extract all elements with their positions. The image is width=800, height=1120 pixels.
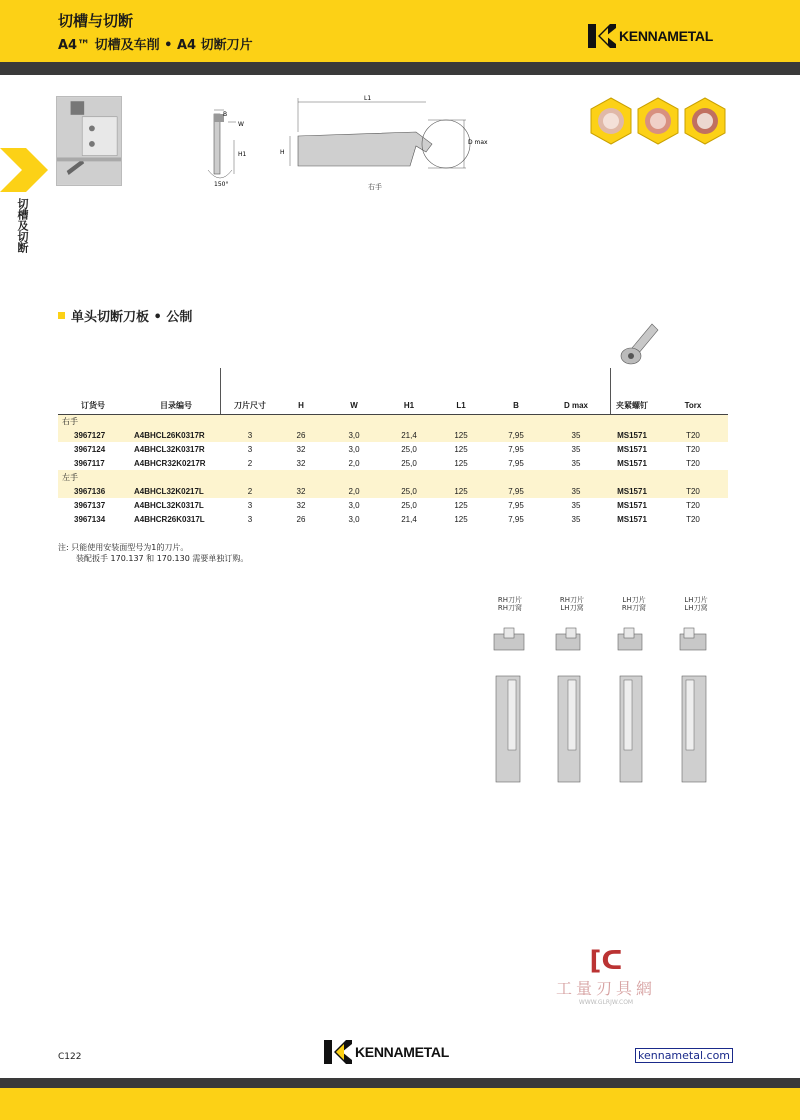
table-row	[58, 484, 728, 498]
cell-order-no: 3967137	[74, 500, 106, 510]
page-number: C122	[58, 1052, 82, 1062]
col-header-clamp-screw: 夹紧螺钉	[606, 398, 658, 414]
cell-h1: 21,4	[401, 514, 417, 524]
cell-clamp-screw: MS1571	[617, 458, 647, 468]
col-header-order-no: 订货号	[58, 398, 128, 414]
brand-logo-bottom	[324, 1040, 449, 1064]
group-row-left-hand	[58, 470, 728, 484]
config-drawings	[490, 620, 730, 790]
config-drawing	[494, 628, 524, 782]
col-header-h: H	[276, 398, 326, 414]
brand-logo-top	[588, 24, 713, 48]
cell-h: 32	[296, 444, 306, 454]
cell-torx: T20	[686, 458, 700, 468]
cell-h1: 21,4	[382, 428, 436, 442]
hex-grade-icon	[591, 98, 631, 144]
watermark-logo-icon: [ᑕ	[589, 946, 623, 976]
table-row	[58, 456, 728, 470]
dim-w-label: W	[238, 121, 244, 128]
col-header-l1: L1	[436, 398, 486, 414]
cell-dmax: 35	[571, 444, 581, 454]
group-label: 左手	[58, 470, 728, 484]
cell-l1: 125	[436, 484, 486, 498]
grade-hex-icons	[587, 96, 729, 146]
cell-torx: T20	[658, 428, 728, 442]
blade-side-view-drawing	[276, 92, 506, 182]
cell-h: 32	[296, 500, 306, 510]
dim-h-label: H	[280, 149, 285, 156]
cell-torx: T20	[686, 514, 700, 524]
section-bullet-icon	[58, 312, 65, 319]
col-header-h1: H1	[382, 398, 436, 414]
cell-insert-size: 2	[224, 484, 276, 498]
cell-w: 2,0	[348, 458, 360, 468]
dim-angle-label: 150°	[214, 181, 229, 188]
cell-order-no: 3967134	[74, 514, 106, 524]
watermark-text: 工量刃具網	[555, 979, 656, 998]
table-row	[58, 512, 728, 526]
watermark-url: WWW.GLRJW.COM	[578, 999, 634, 1006]
brand-wordmark: KENNAMETAL	[355, 1044, 449, 1060]
hex-grade-icon	[685, 98, 725, 144]
page-title: 切槽与切断	[58, 12, 134, 30]
cell-clamp-screw: MS1571	[606, 484, 658, 498]
table-row	[58, 428, 728, 442]
cell-insert-size: 3	[247, 444, 253, 454]
section-title-text: 单头切断刀板 • 公制	[71, 310, 193, 325]
hex-grade-icon	[638, 98, 678, 144]
cell-h1: 25,0	[382, 484, 436, 498]
cell-w: 3,0	[348, 514, 360, 524]
footer-yellow-band	[0, 1088, 800, 1120]
cell-insert-size: 3	[247, 500, 253, 510]
col-header-catalog-no: 目录编号	[128, 398, 224, 414]
cell-l1: 125	[454, 500, 468, 510]
cell-b: 7,95	[508, 514, 524, 524]
note-line: 装配扳手 170.137 和 170.130 需要单独订购。	[76, 554, 249, 563]
cell-order-no: 3967127	[58, 428, 128, 442]
cell-w: 3,0	[348, 500, 360, 510]
col-header-torx: Torx	[658, 398, 728, 414]
cell-w: 3,0	[326, 428, 382, 442]
kennametal-k-icon	[588, 24, 616, 48]
cell-w: 2,0	[326, 484, 382, 498]
cell-l1: 125	[454, 458, 468, 468]
col-header-b: B	[486, 398, 546, 414]
table-notes	[58, 542, 248, 564]
cell-order-no: 3967117	[74, 458, 105, 468]
cell-dmax: 35	[546, 428, 606, 442]
cell-order-no: 3967136	[58, 484, 128, 498]
cell-l1: 125	[436, 428, 486, 442]
dim-b-label: B	[223, 111, 228, 118]
cell-w: 3,0	[348, 444, 360, 454]
cell-dmax: 35	[571, 514, 581, 524]
cell-h1: 25,0	[401, 458, 417, 468]
watermark	[536, 946, 676, 1006]
config-label: LH刀片 RH刀窝	[621, 596, 647, 612]
blade-cross-section-drawing	[200, 108, 260, 188]
cell-b: 7,95	[508, 458, 524, 468]
cell-b: 7,95	[508, 444, 524, 454]
col-header-dmax: D max	[546, 398, 606, 414]
cell-h: 26	[296, 514, 306, 524]
cell-h1: 25,0	[401, 444, 417, 454]
cell-l1: 125	[454, 514, 468, 524]
cell-h: 32	[296, 458, 306, 468]
cell-insert-size: 2	[247, 458, 253, 468]
cell-catalog-no: A4BHCL32K0317L	[134, 500, 204, 510]
note-line: 注: 只能使用安装面型号为1的刀片。	[58, 543, 189, 552]
group-label: 右手	[58, 414, 728, 428]
cell-clamp-screw: MS1571	[617, 444, 647, 454]
cell-insert-size: 3	[224, 428, 276, 442]
clamp-screw-icon	[618, 318, 662, 368]
table-header-row	[58, 398, 728, 414]
dim-l1-label: L1	[364, 95, 372, 102]
cell-b: 7,95	[486, 428, 546, 442]
cell-clamp-screw: MS1571	[606, 428, 658, 442]
cell-catalog-no: A4BHCR26K0317L	[134, 514, 205, 524]
section-title	[58, 306, 192, 325]
website-link[interactable]: kennametal.com	[635, 1048, 733, 1063]
page-subtitle: A4™ 切槽及车削 • A4 切断刀片	[58, 38, 253, 53]
table-row	[58, 498, 728, 512]
cell-torx: T20	[686, 444, 700, 454]
cell-order-no: 3967124	[74, 444, 106, 454]
dim-h1-label: H1	[238, 151, 247, 158]
col-header-insert-size: 刀片尺寸	[224, 398, 276, 414]
brand-wordmark: KENNAMETAL	[619, 28, 713, 44]
cell-torx: T20	[686, 500, 700, 510]
kennametal-k-icon	[324, 1040, 352, 1064]
dim-dmax-label: D max	[468, 139, 488, 146]
cell-dmax: 35	[571, 500, 581, 510]
cell-catalog-no: A4BHCR32K0217R	[134, 458, 206, 468]
chevron-right-icon	[0, 148, 56, 192]
cell-catalog-no: A4BHCL32K0217L	[128, 484, 224, 498]
side-section-label: 切槽及切断	[16, 198, 29, 253]
tool-application-photo	[56, 96, 122, 186]
cell-h: 32	[276, 484, 326, 498]
config-label: RH刀片 LH刀窝	[559, 596, 585, 612]
cell-torx: T20	[658, 484, 728, 498]
drawing-caption: 右手	[368, 183, 382, 191]
header-band	[0, 62, 800, 75]
col-header-w: W	[326, 398, 382, 414]
cell-catalog-no: A4BHCL32K0317R	[134, 444, 205, 454]
config-label: LH刀片 LH刀窝	[684, 596, 708, 612]
cell-clamp-screw: MS1571	[617, 500, 647, 510]
config-drawing	[680, 628, 706, 782]
table-row	[58, 442, 728, 456]
cell-insert-size: 3	[247, 514, 253, 524]
config-label: RH刀片 RH刀窝	[497, 596, 523, 612]
cell-l1: 125	[454, 444, 468, 454]
cell-b: 7,95	[508, 500, 524, 510]
cell-dmax: 35	[571, 458, 581, 468]
group-row-right-hand	[58, 414, 728, 428]
cell-h1: 25,0	[401, 500, 417, 510]
cell-clamp-screw: MS1571	[617, 514, 647, 524]
cell-b: 7,95	[486, 484, 546, 498]
config-drawing	[556, 628, 580, 782]
config-drawing	[618, 628, 642, 782]
cell-dmax: 35	[546, 484, 606, 498]
footer-band	[0, 1078, 800, 1088]
product-table	[58, 398, 728, 526]
cell-catalog-no: A4BHCL26K0317R	[128, 428, 224, 442]
cell-h: 26	[276, 428, 326, 442]
